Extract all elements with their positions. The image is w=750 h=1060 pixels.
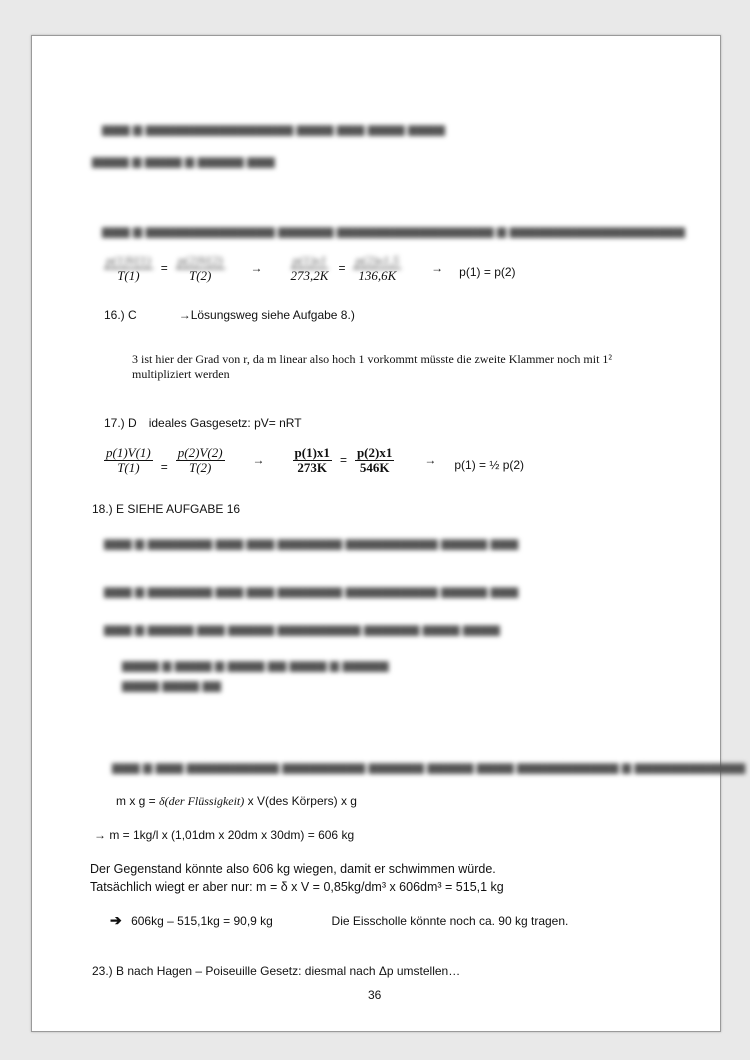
blurred-item-19: ▆▆▆ ▆ ▆▆▆▆▆▆▆ ▆▆▆ ▆▆▆ ▆▆▆▆▆▆▆ ▆▆▆▆▆▆▆▆▆▆ ▆▆▆▆▆ ▆▆▆ [104,536,519,550]
fraction-17-1: $\frac{p(1)V(1)}{T(1)}$ [106,445,151,475]
item-22-line-1: m x g = δ(der Flüssigkeit) x V(des Körpers) x g [116,794,357,808]
blurred-formula-14: ▆▆▆▆ ▆ ▆▆▆▆ ▆ ▆▆▆▆▆ ▆▆▆ [92,154,275,168]
equation-15: $\frac{p(1)V(1)}{T(1)}$ = $\frac{p(2)V(2)}{T(2)}$ → $\frac{p(1)x1}{273,2K}$ = $\frac{p(2)x1,5}{136,6K}$ → p(1) = p(2) [106,253,516,283]
item-23: 23.) B nach Hagen – Poiseuille Gesetz: diesmal nach Δp umstellen… [92,964,461,978]
fraction-15-1: $\frac{p(1)V(1)}{T(1)}$ [106,253,151,283]
blurred-item-21: ▆▆▆ ▆ ▆▆▆▆▆ ▆▆▆ ▆▆▆▆▆ ▆▆▆▆▆▆▆▆▆ ▆▆▆▆▆▆ ▆▆▆▆ ▆▆▆▆ [104,622,500,636]
note-text: 3 ist hier der Grad von r, da m linear also hoch 1 vorkommt müsste die zweite Klammer noch mit 1² multipliziert werden [132,352,612,381]
item-22-line-4: Tatsächlich wiegt er aber nur: m = δ x V = 0,85kg/dm³ x 606dm³ = 515,1 kg [90,880,504,894]
blurred-item-15: ▆▆▆ ▆ ▆▆▆▆▆▆▆▆▆▆▆▆▆▆ ▆▆▆▆▆▆ ▆▆▆▆▆▆▆▆▆▆▆▆▆▆▆▆▆ ▆ ▆▆▆▆▆▆▆▆▆▆▆▆▆▆▆▆▆▆▆ [102,224,685,238]
item-22-line-3: Der Gegenstand könnte also 606 kg wiegen, damit er schwimmen würde. [90,862,496,876]
page-number: 36 [368,988,382,1002]
fraction-17-2: $\frac{p(2)V(2)}{T(2)}$ [177,445,223,475]
blurred-item-22: ▆▆▆ ▆ ▆▆▆ ▆▆▆▆▆▆▆▆▆▆ ▆▆▆▆▆▆▆▆▆ ▆▆▆▆▆▆ ▆▆▆▆▆ ▆▆▆▆ ▆▆▆▆▆▆▆▆▆▆▆ ▆ ▆▆▆▆▆▆▆▆▆▆▆▆ [112,760,746,774]
blurred-item-20: ▆▆▆ ▆ ▆▆▆▆▆▆▆ ▆▆▆ ▆▆▆ ▆▆▆▆▆▆▆ ▆▆▆▆▆▆▆▆▆▆ ▆▆▆▆▆ ▆▆▆ [104,584,519,598]
item-17: 17.) D ideales Gasgesetz: pV= nRT [104,416,302,430]
fraction-15-3: $\frac{p(1)x1}{273,2K}$ [290,253,329,283]
document-page [31,35,746,1032]
item-16: 16.) C →Lösungsweg siehe Aufgabe 8.) [104,308,355,322]
bold-right-arrow-icon: ➔ [110,912,122,928]
fraction-15-2: $\frac{p(2)V(2)}{T(2)}$ [177,253,223,283]
item-18: 18.) E SIEHE AUFGABE 16 [92,502,241,516]
blurred-item-14: ▆▆▆ ▆ ▆▆▆▆▆▆▆▆▆▆▆▆▆▆▆▆ ▆▆▆▆ ▆▆▆ ▆▆▆▆ ▆▆▆▆ [102,122,446,136]
blurred-formula-21: ▆▆▆▆ ▆ ▆▆▆▆ ▆ ▆▆▆▆ ▆▆ ▆▆▆▆ ▆ ▆▆▆▆▆ [122,658,389,672]
item-22-line-2: → m = 1kg/l x (1,01dm x 20dm x 30dm) = 606 kg [94,828,355,842]
fraction-15-4: $\frac{p(2)x1,5}{136,6K}$ [355,253,400,283]
equation-17: $\frac{p(1)V(1)}{T(1)}$ = $\frac{p(2)V(2)}{T(2)}$ → $\frac{p(1)x1}{273K}$ = $\frac{p(2)x1}{546K}$ → p(1) = ½ p(2) [106,445,525,475]
fraction-17-3: $\frac{p(1)x1}{273K}$ [294,445,330,475]
item-22-line-5: ➔ 606kg – 515,1kg = 90,9 kg Die Eisscholle könnte noch ca. 90 kg tragen. [110,912,569,928]
fraction-17-4: $\frac{p(2)x1}{546K}$ [356,445,393,475]
blurred-formula-21b: ▆▆▆▆ ▆▆▆▆ ▆▆ [122,678,221,692]
